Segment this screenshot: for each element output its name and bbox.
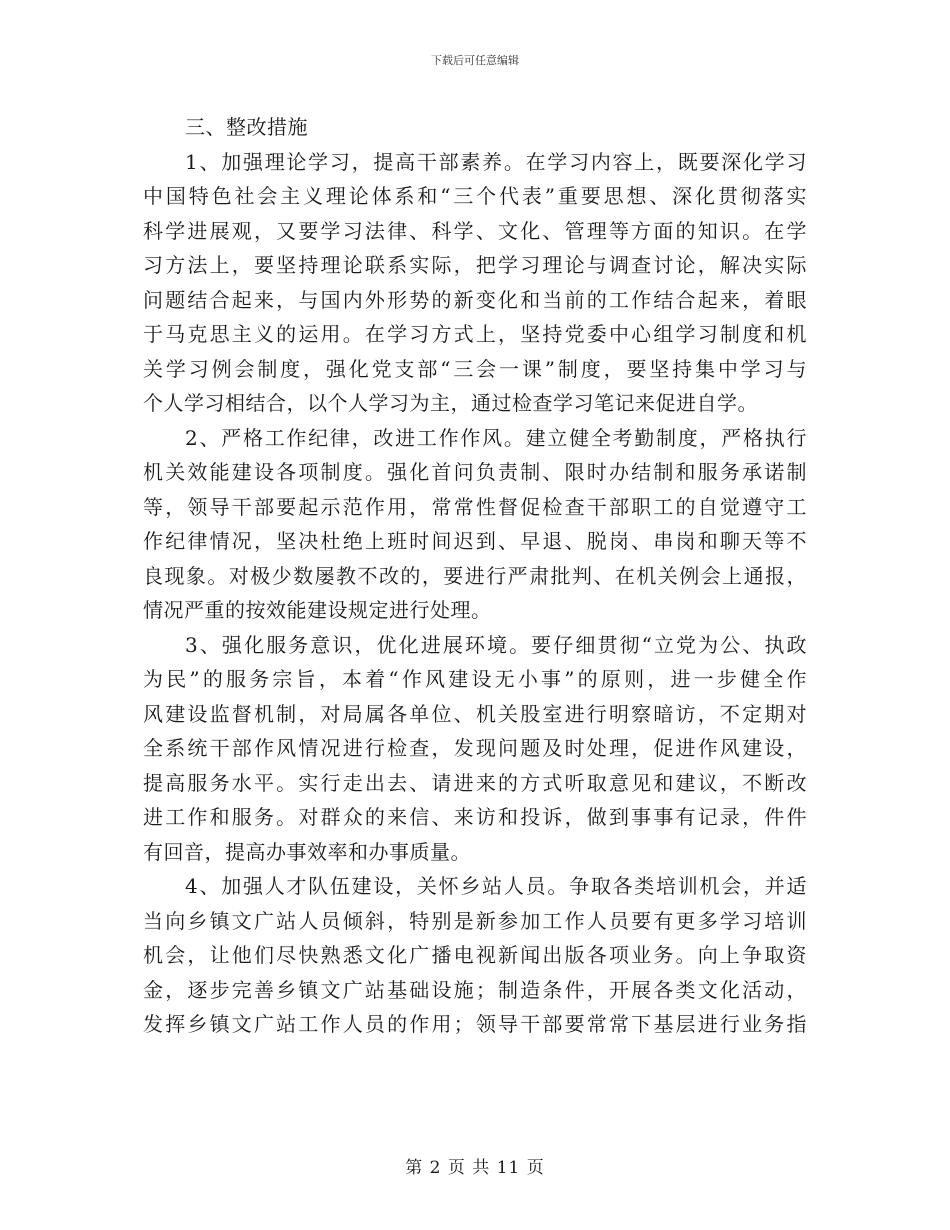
paragraph-line: 科学进展观，又要学习法律、科学、文化、管理等方面的知识。在学 [143,218,807,243]
paragraph-line: 2、严格工作纪律，改进工作作风。建立健全考勤制度，严格执行 [185,425,807,450]
paragraph-line: 发挥乡镇文广站工作人员的作用；领导干部要常常下基层进行业务指 [143,1012,807,1036]
paragraph-line: 机会，让他们尽快熟悉文化广播电视新闻出版各项业务。向上争取资 [143,943,807,967]
page-header: 下载后可任意编辑 [431,54,519,67]
section-heading: 三、整改措施 [185,115,308,139]
paragraph-line: 良现象。对极少数屡教不改的，要进行严肃批判、在机关例会上通报， [143,563,807,588]
paragraph-line: 机关效能建设各项制度。强化首问负责制、限时办结制和服务承诺制 [143,460,807,484]
paragraph-line: 问题结合起来，与国内外形势的新变化和当前的工作结合起来，着眼 [143,287,807,312]
paragraph-line: 当向乡镇文广站人员倾斜，特别是新参加工作人员要有更多学习培训 [143,908,807,933]
paragraph-line: 作纪律情况，坚决杜绝上班时间迟到、早退、脱岗、串岗和聊天等不 [143,529,807,553]
paragraph-line: 等，领导干部要起示范作用，常常性督促检查干部职工的自觉遵守工 [143,494,807,519]
paragraph-line: 金，逐步完善乡镇文广站基础设施；制造条件，开展各类文化活动， [143,977,807,1002]
page-number: 第 2 页 共 11 页 [405,1158,545,1178]
paragraph-line: 于马克思主义的运用。在学习方式上，坚持党委中心组学习制度和机 [143,322,807,346]
paragraph-line: 为民”的服务宗旨，本着“作风建设无小事”的原则，进一步健全作 [143,667,807,691]
paragraph-line: 习方法上，要坚持理论联系实际，把学习理论与调查讨论，解决实际 [143,253,807,277]
paragraph-line: 3、强化服务意识，优化进展环境。要仔细贯彻“立党为公、执政 [185,632,807,657]
paragraph-line: 提高服务水平。实行走出去、请进来的方式听取意见和建议，不断改 [143,770,807,795]
paragraph-line: 4、加强人才队伍建设，关怀乡站人员。争取各类培训机会，并适 [185,874,807,898]
paragraph-line: 进工作和服务。对群众的来信、来访和投诉，做到事事有记录，件件 [143,805,807,829]
paragraph-line: 关学习例会制度，强化党支部“三会一课”制度，要坚持集中学习与 [143,356,807,381]
paragraph-line: 中国特色社会主义理论体系和“三个代表”重要思想、深化贯彻落实 [143,184,807,208]
paragraph-line: 1、加强理论学习，提高干部素养。在学习内容上，既要深化学习 [185,149,807,174]
document-body [143,110,807,1042]
paragraph-line: 全系统干部作风情况进行检查，发现问题及时处理，促进作风建设， [143,736,807,760]
paragraph-line: 个人学习相结合，以个人学习为主，通过检查学习笔记来促进自学。 [143,391,758,415]
paragraph-line: 有回音，提高办事效率和办事质量。 [143,839,471,864]
paragraph-line: 情况严重的按效能建设规定进行处理。 [143,598,492,622]
paragraph-line: 风建设监督机制，对局属各单位、机关股室进行明察暗访，不定期对 [143,701,807,726]
